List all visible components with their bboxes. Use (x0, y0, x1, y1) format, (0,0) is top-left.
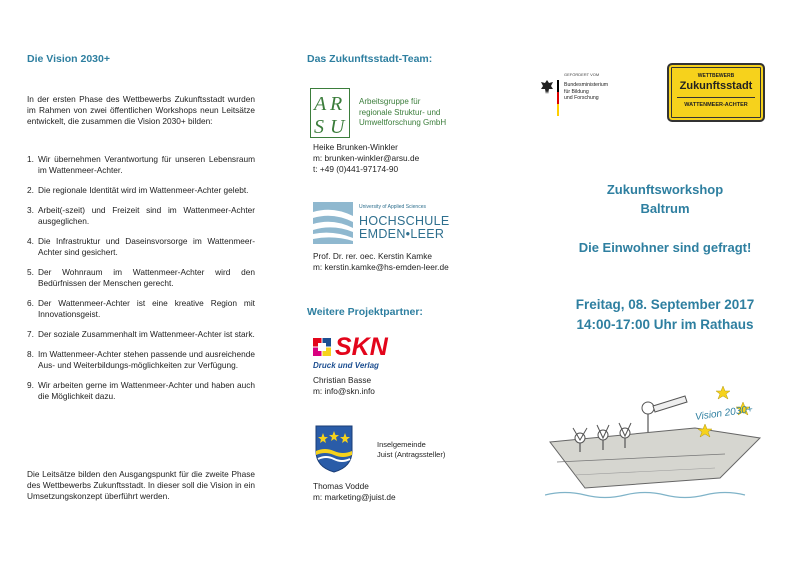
team-column (307, 0, 507, 565)
vision-label: Vision 2030+ (694, 404, 754, 423)
hochschule-logo-icon (313, 202, 353, 244)
list-item: 3. Arbeit(-szeit) und Freizeit sind im Wattenmeer-Achter ausgeglichen. (27, 205, 255, 226)
svg-text:A: A (314, 93, 327, 115)
list-item: 4. Die Infrastruktur und Daseinsvorsorge im Wattenmeer-Achter sind gesichert. (27, 236, 255, 257)
hs-name: HOCHSCHULE EMDEN•LEER (359, 214, 450, 241)
arsu-org: Arbeitsgruppe für regionale Struktur- und Umweltforschung GmbH (359, 97, 447, 127)
juist-contact: Thomas Vodde m: marketing@juist.de (313, 481, 396, 502)
zukunftsstadt-sign: WETTBEWERB Zukunftsstadt WATTENMEER-ACHTER (667, 63, 765, 122)
svg-text:U: U (330, 116, 345, 138)
skn-logo-icon (313, 338, 331, 356)
vision-title: Die Vision 2030+ (27, 53, 110, 65)
boat-illustration (545, 380, 785, 530)
ministry-name: Bundesministerium für Bildung und Forschung (564, 82, 609, 101)
vision-intro: In der ersten Phase des Wettbewerbs Zukunftsstadt wurden im Rahmen von zwei öffentlichen Workshops neun Leitsätze entwickelt, die zusammen die Vision 2030+ bilden: (27, 94, 255, 126)
skn-sub: Druck und Verlag (313, 361, 379, 370)
arsu-contact: Heike Brunken-Winkler m: brunken-winkler@arsu.de t: +49 (0)441-97174-90 (313, 142, 420, 174)
skn-contact: Christian Basse m: info@skn.info (313, 375, 375, 396)
vision-column (27, 0, 255, 565)
list-item: 6. Der Wattenmeer-Achter ist eine kreative Region mit Innovationsgeist. (27, 298, 255, 319)
slogan: Die Einwohner sind gefragt! (578, 240, 752, 255)
list-item: 1. Wir übernehmen Verantwortung für unseren Lebensraum im Wattenmeer-Achter. (27, 154, 255, 175)
partners-title: Weitere Projektpartner: (307, 306, 423, 318)
vision-outro: Die Leitsätze bilden den Ausgangspunkt für die zweite Phase des Wettbewerbs Zukunftsstadt. In dieser soll die Vision in ein Umsetzungskonzept überführt werden. (27, 469, 255, 501)
list-item: 8. Im Wattenmeer-Achter stehen passende und ausreichende Aus- und Weiterbildungs-möglichkeiten zur Verfügung. (27, 349, 255, 370)
svg-text:S: S (314, 116, 324, 138)
hs-tagline: University of Applied Sciences (359, 204, 426, 210)
juist-coat-of-arms-icon (315, 425, 353, 473)
workshop-title: Zukunftsworkshop Baltrum (606, 182, 724, 216)
federal-eagle-icon (540, 79, 554, 95)
list-item: 2. Die regionale Identität wird im Wattenmeer-Achter gelebt. (27, 185, 249, 195)
vision-list (27, 154, 255, 411)
german-flag-bar (557, 80, 559, 116)
list-item: 9. Wir arbeiten gerne im Wattenmeer-Achter und haben auch die Möglichkeit dazu. (27, 380, 255, 401)
team-title: Das Zukunftsstadt-Team: (307, 53, 433, 65)
cover-column: GEFÖRDERT VOM Bundesministerium für Bildung und Forschung WETTBEWERB Zukunftsstadt WATTENMEER-ACHTER Zukunftsworkshop Baltrum Die Einwohner sind gefragt! Freitag, 08. September 2017 14:00-17:00 Uhr im Rathaus Vision 2030+ (540, 0, 790, 565)
arsu-logo (310, 88, 350, 138)
svg-text:R: R (330, 93, 343, 115)
list-item: 5. Der Wohnraum im Wattenmeer-Achter wird den Bedürfnissen der Menschen gerecht. (27, 267, 255, 288)
event-datetime: Freitag, 08. September 2017 14:00-17:00 Uhr im Rathaus (575, 297, 755, 332)
juist-org: Inselgemeinde Juist (Antragssteller) (377, 440, 446, 459)
hs-contact: Prof. Dr. rer. oec. Kerstin Kamke m: kerstin.kamke@hs-emden-leer.de (313, 251, 449, 272)
list-item: 7. Der soziale Zusammenhalt im Wattenmeer-Achter ist stark. (27, 329, 255, 339)
skn-logo-text: SKN (335, 333, 388, 361)
